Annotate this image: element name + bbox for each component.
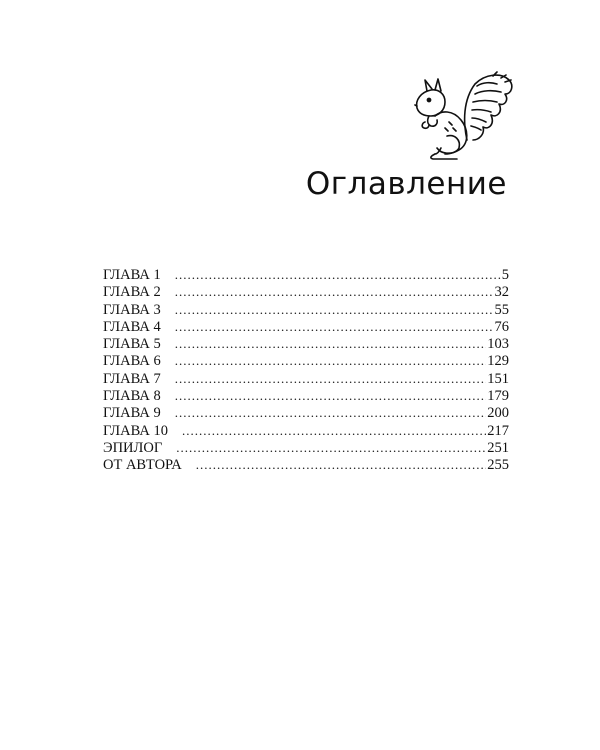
toc-entry-label: ГЛАВА 3 [103,301,161,318]
toc-entry-label: ГЛАВА 1 [103,267,161,283]
toc-entry [103,422,509,439]
toc-entry-page-number: 217 [487,422,509,439]
dot-leader [175,335,487,352]
toc-entry-page-number: 200 [487,405,509,422]
dot-leader [175,370,487,387]
toc-entry-page-number: 76 [494,318,509,335]
squirrel-icon [405,70,515,165]
toc-entry [103,318,509,335]
toc-entry-label: ГЛАВА 6 [103,353,161,370]
toc-entry-page-number: 255 [487,457,509,474]
toc-entry-label: ГЛАВА 4 [103,318,161,335]
dot-leader [182,422,486,439]
toc-entry [103,456,509,473]
toc-entry-label: ГЛАВА 5 [103,336,161,353]
toc-entry-page-number: 55 [494,301,509,318]
page-title: Оглавление [305,166,507,202]
toc-entry [103,352,509,369]
toc-entry [103,266,509,283]
toc-entry-page-number: 179 [487,388,509,405]
toc-entry [103,387,509,404]
dot-leader [175,352,487,369]
toc-entry-page-number: 5 [501,267,509,283]
dot-leader [175,387,487,404]
toc-entry-page-number: 151 [487,370,509,387]
toc-entry-page-number: 32 [494,284,509,301]
toc-entry [103,335,509,352]
dot-leader [175,404,487,421]
toc-entry-page-number: 251 [487,439,509,456]
toc-entry [103,370,509,387]
toc-entry [103,301,509,318]
toc-entry-label: ГЛАВА 2 [103,284,161,301]
table-of-contents [103,266,509,474]
dot-leader [176,439,486,456]
dot-leader [175,301,494,318]
dot-leader [175,266,501,283]
toc-entry [103,283,509,300]
toc-entry-label: ГЛАВА 7 [103,370,161,387]
toc-entry [103,439,509,456]
toc-entry-page-number: 129 [487,353,509,370]
dot-leader [175,283,494,300]
toc-entry-label: ЭПИЛОГ [103,439,163,456]
toc-entry-label: ГЛАВА 9 [103,405,161,422]
toc-entry [103,404,509,421]
toc-entry-label: ГЛАВА 8 [103,388,161,405]
toc-entry-label: ОТ АВТОРА [103,457,182,474]
dot-leader [175,318,494,335]
toc-entry-page-number: 103 [487,336,509,353]
toc-entry-label: ГЛАВА 10 [103,422,168,439]
dot-leader [196,456,487,473]
